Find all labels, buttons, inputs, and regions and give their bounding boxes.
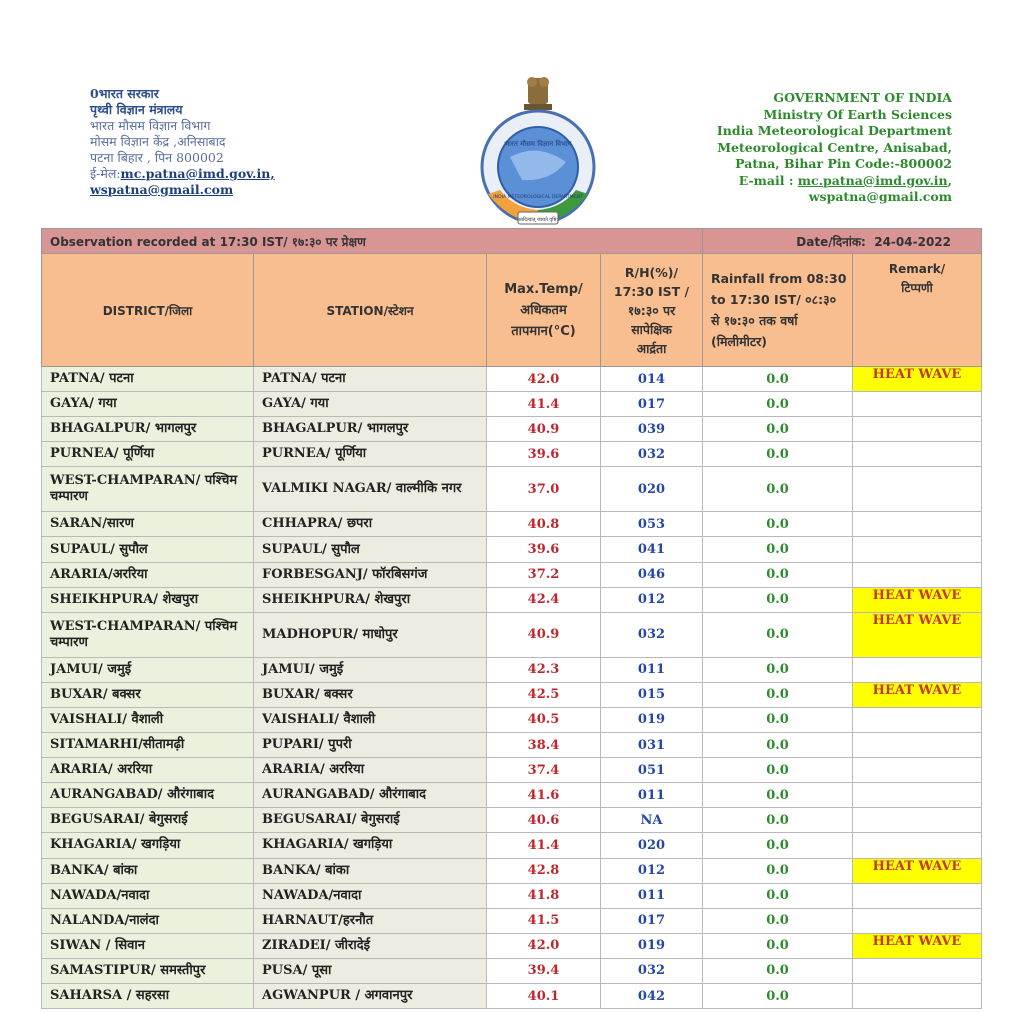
max-temp-cell: 42.8 [487,858,601,883]
rainfall-cell: 0.0 [703,858,853,883]
humidity-cell: 012 [601,858,703,883]
max-temp-cell: 40.1 [487,983,601,1008]
station-cell: ZIRADEI/ जीरादेई [254,933,487,958]
station-cell: CHHAPRA/ छपरा [254,512,487,537]
humidity-cell: 020 [601,467,703,512]
remark-cell: HEAT WAVE [853,612,982,657]
remark-cell [853,908,982,933]
rainfall-cell: 0.0 [703,367,853,392]
station-cell: PUSA/ पूसा [254,958,487,983]
remark-cell [853,733,982,758]
station-cell: SUPAUL/ सुपौल [254,537,487,562]
rainfall-cell: 0.0 [703,512,853,537]
station-cell: PURNEA/ पूर्णिया [254,442,487,467]
table-row [42,367,982,392]
remark-cell [853,562,982,587]
max-temp-cell: 40.5 [487,707,601,732]
header-right-line2: Ministry Of Earth Sciences [763,106,952,122]
table-row [42,657,982,682]
station-cell: KHAGARIA/ खगड़िया [254,833,487,858]
header-left-line3: भारत मौसम विज्ञान विभाग [90,118,211,133]
district-cell: BEGUSARAI/ बेगुसराई [42,808,254,833]
remark-cell [853,467,982,512]
header-right-line5: Patna, Bihar Pin Code:-800002 [735,156,952,171]
rainfall-cell: 0.0 [703,612,853,657]
table-body [42,367,982,1009]
humidity-cell: 041 [601,537,703,562]
max-temp-cell: 42.0 [487,367,601,392]
header-left-line4: मोसम विज्ञान केंद्र ,अनिसाबाद [90,134,226,149]
station-cell: NAWADA/नवादा [254,883,487,908]
district-cell: PATNA/ पटना [42,367,254,392]
header-right-line3: India Meteorological Department [716,123,952,138]
humidity-cell: 051 [601,758,703,783]
imd-emblem-logo [470,72,606,228]
table-row [42,758,982,783]
humidity-cell: 014 [601,367,703,392]
remark-cell [853,392,982,417]
table-row [42,682,982,707]
date-label: Date/दिनांक: [796,234,866,249]
district-cell: WEST-CHAMPARAN/ पश्चिम चम्पारण [42,467,254,512]
remark-cell [853,417,982,442]
rh-line5: आर्द्रता [636,340,667,356]
humidity-cell: 031 [601,733,703,758]
humidity-cell: 015 [601,682,703,707]
ashoka-emblem-icon [524,77,552,110]
station-cell: PUPARI/ पुपरी [254,733,487,758]
max-temp-cell: 39.6 [487,442,601,467]
maxtemp-line3: तापमान(°C) [511,323,576,339]
rh-line1: R/H(%)/ [624,264,679,280]
district-cell: BUXAR/ बक्सर [42,682,254,707]
district-cell: BANKA/ बांका [42,858,254,883]
district-cell: VAISHALI/ वैशाली [42,707,254,732]
rain-line3: से १७:३० तक वर्षा [711,313,798,328]
max-temp-cell: 39.6 [487,537,601,562]
remark-cell [853,707,982,732]
header-left-line1: 0भारत सरकार [90,86,159,101]
max-temp-cell: 40.9 [487,612,601,657]
rh-line4: सापेक्षिक [631,321,672,337]
max-temp-cell: 41.8 [487,883,601,908]
email-separator: , [947,172,952,188]
remark-cell [853,758,982,783]
table-row [42,883,982,908]
district-cell: SIWAN / सिवान [42,933,254,958]
humidity-cell: 019 [601,933,703,958]
humidity-cell: 017 [601,908,703,933]
station-cell: ARARIA/ अररिया [254,758,487,783]
table-row [42,537,982,562]
table-row [42,512,982,537]
remark-cell: HEAT WAVE [853,367,982,392]
rainfall-cell: 0.0 [703,808,853,833]
max-temp-cell: 42.4 [487,587,601,612]
remark-line1: Remark/ [888,262,946,276]
remark-cell: HEAT WAVE [853,858,982,883]
rainfall-cell: 0.0 [703,682,853,707]
email-link-gmail[interactable]: wspatna@gmail.com [90,182,234,197]
station-cell: JAMUI/ जमुई [254,657,487,682]
logo-english-text: INDIA METEOROLOGICAL DEPARTMENT [493,195,583,200]
rainfall-cell: 0.0 [703,833,853,858]
station-cell: AGWANPUR / अगवानपुर [254,983,487,1008]
header-left-hindi [90,86,390,198]
rainfall-cell: 0.0 [703,983,853,1008]
station-cell: AURANGABAD/ औरंगाबाद [254,783,487,808]
district-cell: GAYA/ गया [42,392,254,417]
max-temp-cell: 42.3 [487,657,601,682]
rainfall-cell: 0.0 [703,883,853,908]
remark-cell [853,808,982,833]
date-value: 24-04-2022 [874,234,951,249]
max-temp-cell: 41.4 [487,392,601,417]
humidity-cell: 012 [601,587,703,612]
header-left-email-label: ई-मेल: [90,166,121,181]
max-temp-cell: 41.5 [487,908,601,933]
max-temp-cell: 40.9 [487,417,601,442]
humidity-cell: 011 [601,783,703,808]
district-cell: SAHARSA / सहरसा [42,983,254,1008]
observation-bar [42,229,982,254]
remark-cell: HEAT WAVE [853,682,982,707]
max-temp-cell: 39.4 [487,958,601,983]
observation-label: Observation recorded at 17:30 IST/ १७:३० पर प्रेक्षण [42,229,703,254]
district-cell: WEST-CHAMPARAN/ पश्चिम चम्पारण [42,612,254,657]
table-row [42,908,982,933]
max-temp-cell: 37.2 [487,562,601,587]
column-header-maxtemp [487,254,601,367]
weather-observation-table [41,228,982,1009]
humidity-cell: 032 [601,958,703,983]
table-row [42,442,982,467]
remark-cell [853,833,982,858]
district-cell: SITAMARHI/सीतामढ़ी [42,733,254,758]
remark-cell [853,657,982,682]
humidity-cell: 053 [601,512,703,537]
rainfall-cell: 0.0 [703,562,853,587]
humidity-cell: 042 [601,983,703,1008]
header-right-line4: Meteorological Centre, Anisabad, [717,139,952,155]
table-row [42,707,982,732]
rainfall-cell: 0.0 [703,707,853,732]
district-cell: NAWADA/नवादा [42,883,254,908]
district-cell: SUPAUL/ सुपौल [42,537,254,562]
table-row [42,808,982,833]
district-cell: KHAGARIA/ खगड़िया [42,833,254,858]
remark-cell [853,537,982,562]
rainfall-cell: 0.0 [703,587,853,612]
remark-cell [853,958,982,983]
header-right-email-label: E-mail : [738,172,798,188]
table-row [42,983,982,1008]
max-temp-cell: 42.0 [487,933,601,958]
remark-cell: HEAT WAVE [853,933,982,958]
station-cell: BHAGALPUR/ भागलपुर [254,417,487,442]
station-cell: BANKA/ बांका [254,858,487,883]
district-cell: JAMUI/ जमुई [42,657,254,682]
max-temp-cell: 40.6 [487,808,601,833]
max-temp-cell: 41.6 [487,783,601,808]
rainfall-cell: 0.0 [703,392,853,417]
station-cell: BUXAR/ बक्सर [254,682,487,707]
remark-cell [853,512,982,537]
table-row [42,562,982,587]
humidity-cell: 011 [601,883,703,908]
table-row [42,587,982,612]
table-row [42,612,982,657]
header-left-line5: पटना बिहार , पिन 800002 [90,150,224,165]
station-cell: GAYA/ गया [254,392,487,417]
humidity-cell: 032 [601,442,703,467]
station-cell: SHEIKHPURA/ शेखपुरा [254,587,487,612]
humidity-cell: 017 [601,392,703,417]
column-header-station: STATION/स्टेशन [254,254,487,367]
remark-cell [853,883,982,908]
column-header-rh [601,254,703,367]
rh-line2: 17:30 IST / [613,283,690,299]
rainfall-cell: 0.0 [703,958,853,983]
district-cell: SHEIKHPURA/ शेखपुरा [42,587,254,612]
station-cell: BEGUSARAI/ बेगुसराई [254,808,487,833]
district-cell: PURNEA/ पूर्णिया [42,442,254,467]
rainfall-cell: 0.0 [703,783,853,808]
observation-date [703,229,982,254]
humidity-cell: 046 [601,562,703,587]
max-temp-cell: 37.4 [487,758,601,783]
district-cell: ARARIA/ अररिया [42,758,254,783]
station-cell: VAISHALI/ वैशाली [254,707,487,732]
maxtemp-line2: अधिकतम [520,302,567,318]
table-row [42,783,982,808]
district-cell: SAMASTIPUR/ समस्तीपुर [42,958,254,983]
table-row [42,958,982,983]
rainfall-cell: 0.0 [703,908,853,933]
district-cell: NALANDA/नालंदा [42,908,254,933]
station-cell: MADHOPUR/ माधोपुर [254,612,487,657]
max-temp-cell: 37.0 [487,467,601,512]
humidity-cell: 039 [601,417,703,442]
rainfall-cell: 0.0 [703,537,853,562]
rainfall-cell: 0.0 [703,467,853,512]
rainfall-cell: 0.0 [703,657,853,682]
district-cell: ARARIA/अररिया [42,562,254,587]
humidity-cell: 032 [601,612,703,657]
max-temp-cell: 38.4 [487,733,601,758]
remark-cell [853,783,982,808]
rainfall-cell: 0.0 [703,417,853,442]
rain-line1: Rainfall from 08:30 [711,271,847,286]
rh-line3: १७:३० पर [627,302,676,318]
header-right-line1: GOVERNMENT OF INDIA [773,90,952,105]
max-temp-cell: 42.5 [487,682,601,707]
district-cell: BHAGALPUR/ भागलपुर [42,417,254,442]
rainfall-cell: 0.0 [703,442,853,467]
rain-line4: (मिलीमीटर) [711,334,767,349]
humidity-cell: NA [601,808,703,833]
header-left-line2: पृथ्वी विज्ञान मंत्रालय [90,102,183,117]
table-row [42,417,982,442]
rainfall-cell: 0.0 [703,733,853,758]
email-link-imd-right[interactable]: mc.patna@imd.gov.in [797,172,948,188]
table-row [42,833,982,858]
humidity-cell: 011 [601,657,703,682]
column-header-district: DISTRICT/जिला [42,254,254,367]
station-cell: VALMIKI NAGAR/ वाल्मीकि नगर [254,467,487,512]
remark-cell: HEAT WAVE [853,587,982,612]
table-row [42,392,982,417]
rainfall-cell: 0.0 [703,758,853,783]
email-link-gmail-right[interactable]: wspatna@gmail.com [808,189,952,204]
table-row [42,733,982,758]
humidity-cell: 020 [601,833,703,858]
email-link-imd[interactable]: mc.patna@imd.gov.in, [120,166,275,181]
column-header-rainfall [703,254,853,367]
maxtemp-line1: Max.Temp/ [504,281,583,297]
logo-motto-text: आदित्यात् जायते वृष्टि: [517,217,559,223]
station-cell: FORBESGANJ/ फॉरबिसगंज [254,562,487,587]
remark-cell [853,983,982,1008]
remark-cell [853,442,982,467]
logo-hindi-text: भारत मौसम विज्ञान विभाग [504,140,572,148]
humidity-cell: 019 [601,707,703,732]
table-row [42,933,982,958]
table-header-row [42,254,982,367]
rain-line2: to 17:30 IST/ ०८:३० [711,292,837,307]
station-cell: PATNA/ पटना [254,367,487,392]
table-row [42,467,982,512]
max-temp-cell: 40.8 [487,512,601,537]
district-cell: AURANGABAD/ औरंगाबाद [42,783,254,808]
district-cell: SARAN/सारण [42,512,254,537]
station-cell: HARNAUT/हरनौत [254,908,487,933]
max-temp-cell: 41.4 [487,833,601,858]
rainfall-cell: 0.0 [703,933,853,958]
remark-line2: टिप्पणी [901,281,933,295]
column-header-remark [853,254,982,367]
table-row [42,858,982,883]
header-right-english [632,90,952,206]
